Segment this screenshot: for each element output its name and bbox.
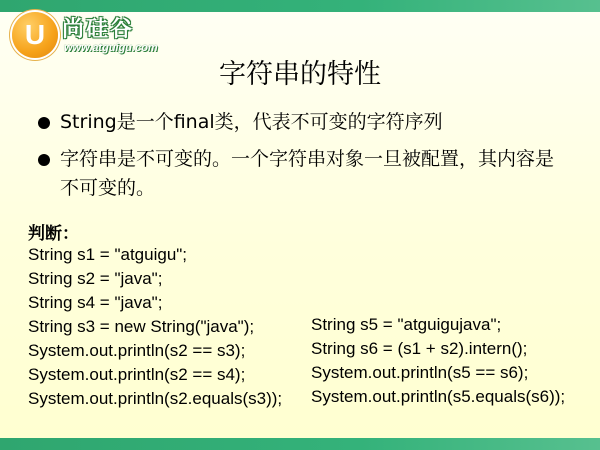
code-line: String s1 = "atguigu";: [28, 245, 188, 264]
code-line: System.out.println(s5.equals(s6));: [311, 387, 566, 406]
code-block-left: [28, 243, 313, 411]
logo-url: www.atguigu.com: [64, 42, 158, 54]
code-line: String s5 = "atguigujava";: [311, 315, 502, 334]
code-line: String s4 = "java";: [28, 293, 163, 312]
code-block-right: [311, 313, 596, 409]
code-line: System.out.println(s2.equals(s3));: [28, 389, 283, 408]
bullet-item: [38, 108, 568, 137]
bullet-text: String是一个final类，代表不可变的字符序列: [60, 111, 443, 133]
code-line: String s6 = (s1 + s2).intern();: [311, 339, 528, 358]
slide-title: 字符串的特性: [219, 59, 381, 90]
bullet-dot-icon: [38, 154, 50, 166]
code-line: String s2 = "java";: [28, 269, 163, 288]
bullet-text: 字符串是不可变的。一个字符串对象一旦被配置，其内容是不可变的。: [60, 148, 555, 199]
bullet-list: [38, 108, 568, 211]
code-line: System.out.println(s2 == s3);: [28, 341, 246, 360]
bullet-item: [38, 145, 568, 203]
code-line: String s3 = new String("java");: [28, 317, 255, 336]
logo-name: 尚硅谷: [62, 17, 135, 42]
bullet-dot-icon: [38, 117, 50, 129]
logo-letter: U: [24, 19, 46, 50]
code-line: System.out.println(s2 == s4);: [28, 365, 246, 384]
judge-label: 判断：: [28, 224, 79, 244]
code-line: System.out.println(s5 == s6);: [311, 363, 529, 382]
bottom-accent-bar: [0, 438, 600, 450]
